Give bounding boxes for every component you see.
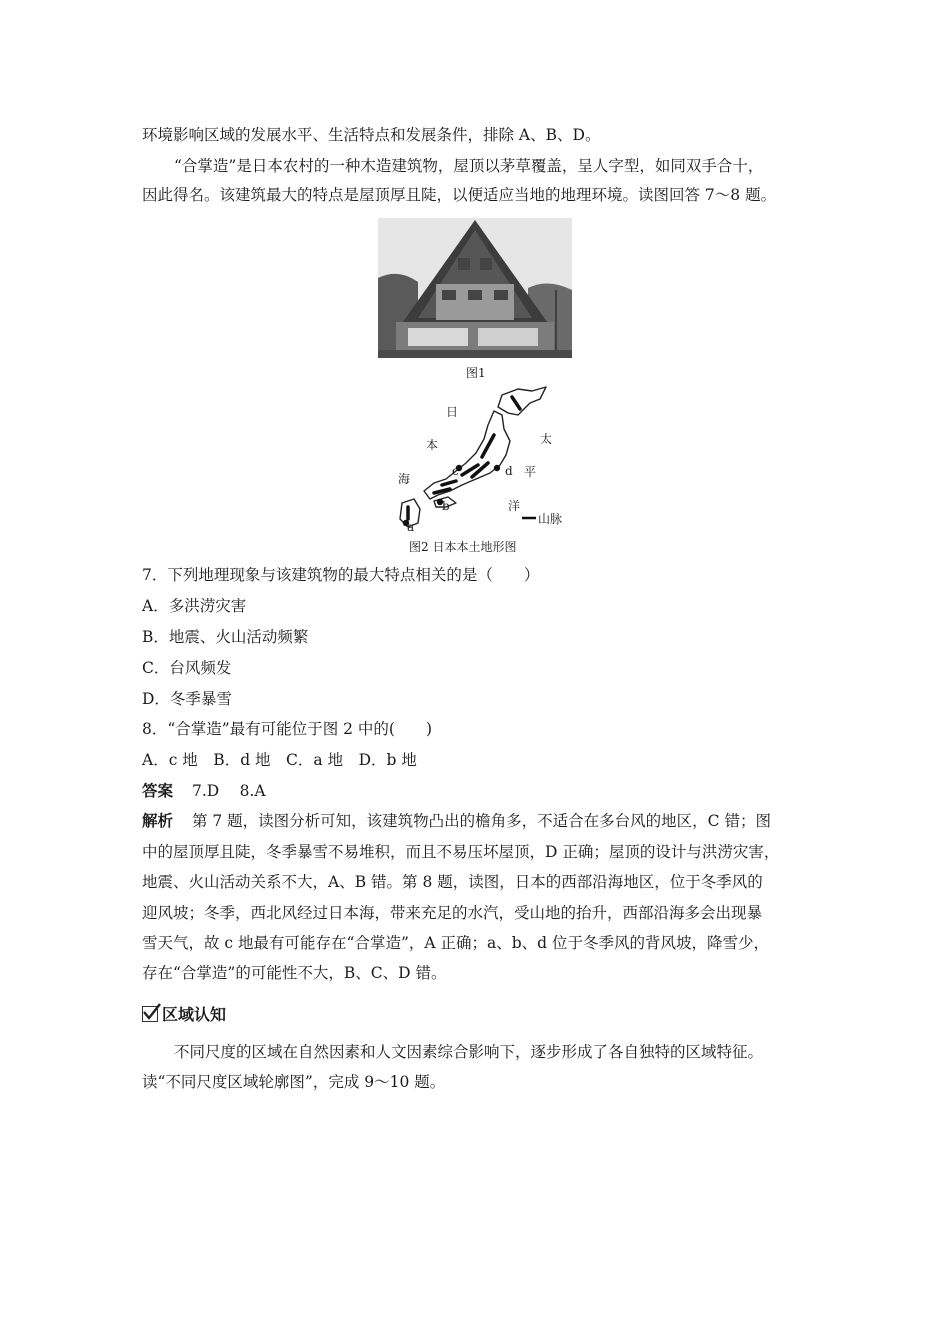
q8-stem: 8．“合掌造”最有可能位于图 2 中的( )	[142, 720, 433, 738]
answer-text: 7.D 8.A	[191, 782, 266, 800]
analysis-line-1: 解析 第 7 题，读图分析可知，该建筑物凸出的檐角多，不适合在多台风的地区，C 错；图	[142, 812, 771, 830]
map-label-ping: 平	[524, 465, 537, 479]
outro-line-2: 读“不同尺度区域轮廓图”，完成 9～10 题。	[142, 1073, 446, 1091]
analysis-line-4: 迎风坡；冬季，西北风经过日本海，带来充足的水汽，受山地的抬升，西部沿海多会出现暴	[142, 904, 763, 922]
figure1-caption: 图1	[466, 366, 486, 380]
map-point-a: a	[407, 520, 415, 534]
intro-paragraph-line-1: “合掌造”是日本农村的一种木造建筑物，屋顶以茅草覆盖，呈人字型，如同双手合十，	[174, 157, 764, 175]
analysis-label: 解析	[142, 812, 174, 830]
figure2-caption: 图2 日本本土地形图	[409, 540, 517, 554]
analysis-line-2: 中的屋顶厚且陡，冬季暴雪不易堆积，而且不易压坏屋顶，D 正确；屋顶的设计与洪涝灾害，	[142, 843, 780, 861]
analysis-line-6: 存在“合掌造”的可能性不大，B、C、D 错。	[142, 964, 447, 982]
gassho-house-photo	[378, 218, 572, 358]
checkmark-icon	[142, 1006, 158, 1022]
map-label-hai: 海	[398, 472, 411, 486]
map-point-b: b	[442, 499, 450, 513]
q7-option-c: C．台风频发	[142, 659, 232, 677]
analysis-line-3: 地震、火山活动关系不大，A、B 错。第 8 题，读图，日本的西部沿海地区，位于冬季风的	[142, 873, 763, 891]
q7-option-a: A．多洪涝灾害	[142, 597, 247, 615]
outro-line-1: 不同尺度的区域在自然因素和人文因素综合影响下，逐步形成了各自独特的区域特征。	[174, 1043, 764, 1061]
q7-option-d: D．冬季暴雪	[142, 690, 232, 708]
map-point-d: d	[505, 464, 513, 478]
section-title: 区域认知	[162, 1005, 227, 1024]
intro-line: 环境影响区域的发展水平、生活特点和发展条件，排除 A、B、D。	[142, 126, 601, 144]
map-point-c: c	[452, 464, 459, 478]
intro-paragraph-line-2: 因此得名。该建筑最大的特点是屋顶厚且陡，以便适应当地的地理环境。读图回答 7～8 题。	[142, 186, 777, 204]
answer-row	[142, 781, 266, 801]
map-legend-mountains: 山脉	[538, 512, 563, 526]
section-header	[142, 1002, 226, 1025]
answer-label: 答案	[142, 782, 174, 800]
analysis-line-5: 雪天气，故 c 地最有可能存在“合掌造”，A 正确；a、b、d 位于冬季风的背风坡，降雪少，	[142, 934, 770, 952]
q7-option-b: B．地震、火山活动频繁	[142, 628, 309, 646]
map-label-yang: 洋	[508, 499, 521, 513]
q8-options: A．c 地 B．d 地 C．a 地 D．b 地	[142, 751, 417, 769]
q7-stem: 7．下列地理现象与该建筑物的最大特点相关的是（ ）	[142, 566, 540, 584]
map-label-tai: 太	[540, 432, 553, 446]
map-label-ri: 日	[446, 405, 459, 419]
map-label-ben: 本	[426, 438, 439, 452]
